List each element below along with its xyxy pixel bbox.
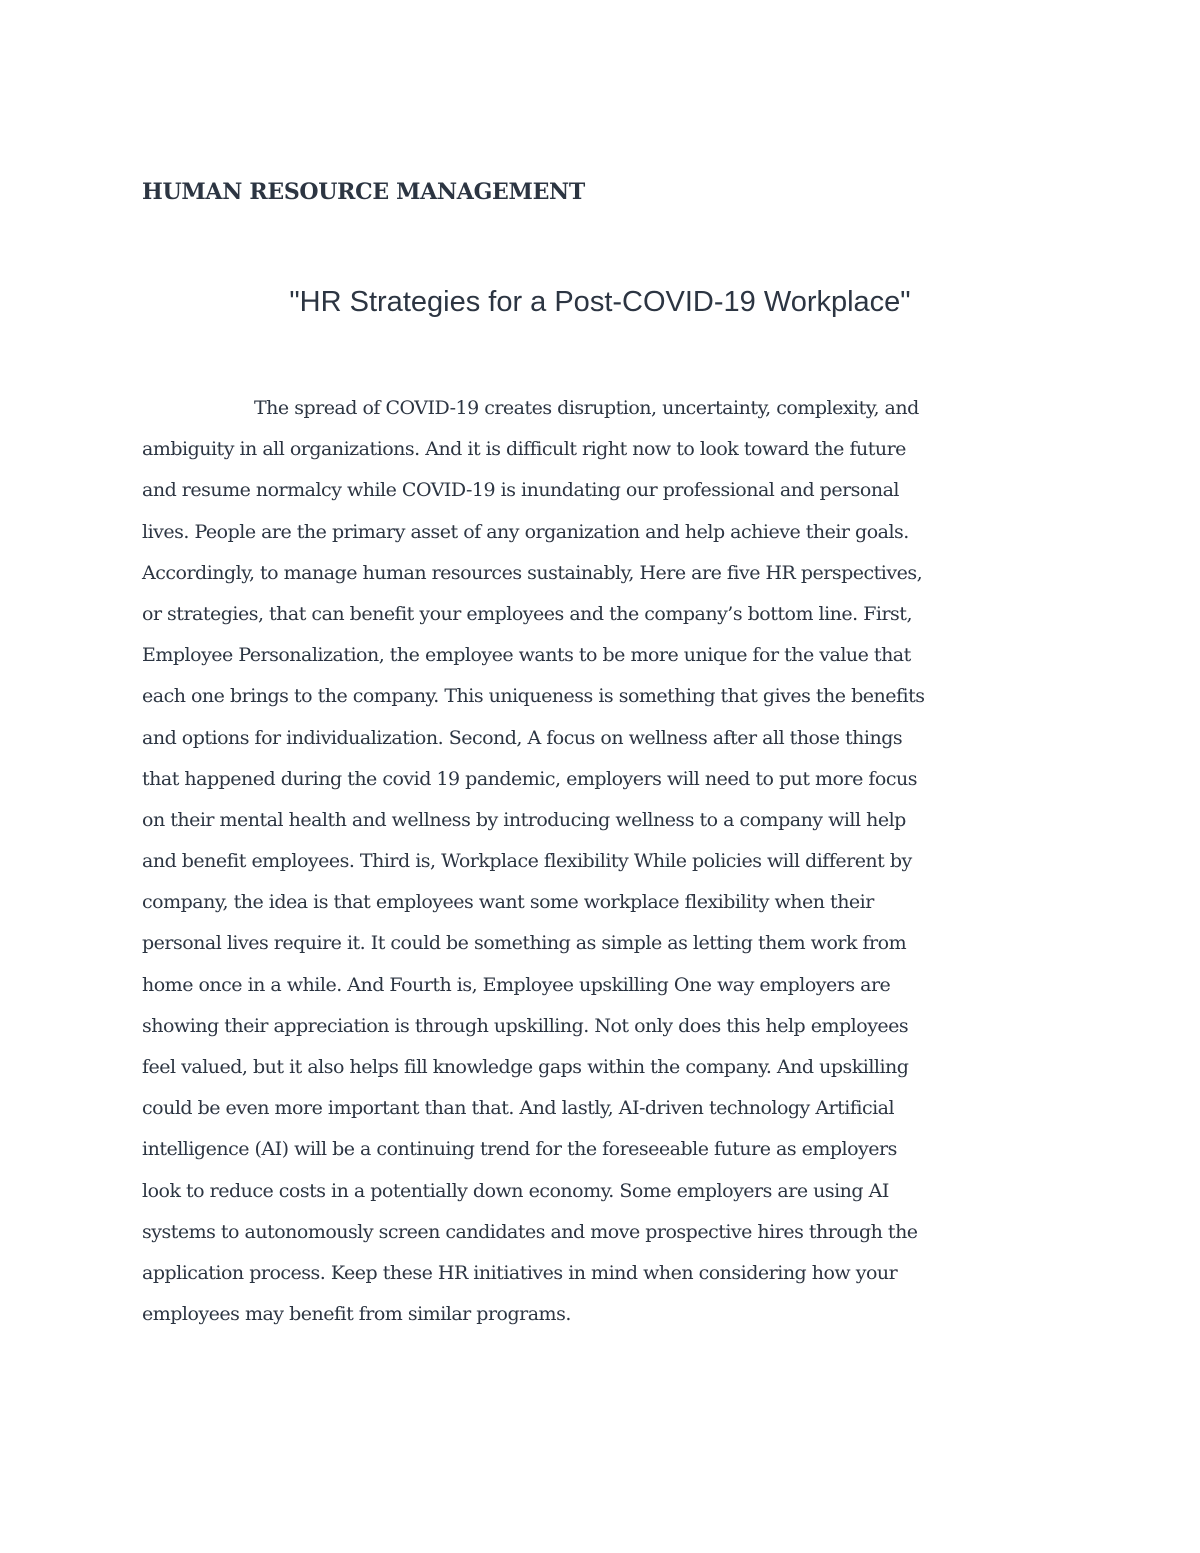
body-line: application process. Keep these HR initiatives in mind when considering how your [142,1261,898,1284]
body-line: and benefit employees. Third is, Workplace flexibility While policies will different by [142,850,912,873]
body-line: Employee Personalization, the employee wants to be more unique for the value that [142,644,911,667]
body-line: The spread of COVID-19 creates disruption, uncertainty, complexity, and [254,397,919,419]
body-line: home once in a while. And Fourth is, Employee upskilling One way employers are [142,973,891,996]
body-line: on their mental health and wellness by introducing wellness to a company will help [142,808,906,831]
body-paragraph [142,388,1048,1335]
body-line: feel valued, but it also helps fill knowledge gaps within the company. And upskilling [142,1056,909,1078]
body-line: employees may benefit from similar programs. [142,1303,571,1326]
body-line: or strategies, that can benefit your employees and the company’s bottom line. First, [142,602,912,625]
course-heading: HUMAN RESOURCE MANAGEMENT [142,179,585,205]
body-line: intelligence (AI) will be a continuing trend for the foreseeable future as employers [142,1138,897,1161]
body-line: look to reduce costs in a potentially down economy. Some employers are using AI [142,1179,889,1202]
body-line: ambiguity in all organizations. And it is difficult right now to look toward the future [142,438,906,461]
body-line: that happened during the covid 19 pandemic, employers will need to put more focus [142,767,917,790]
body-line: each one brings to the company. This uniqueness is something that gives the benefits [142,685,925,708]
essay-title: "HR Strategies for a Post-COVID-19 Workplace" [289,286,911,318]
body-line: and resume normalcy while COVID-19 is inundating our professional and personal [142,479,899,502]
body-line: company, the idea is that employees want some workplace flexibility when their [142,891,874,914]
body-line: lives. People are the primary asset of any organization and help achieve their goals. [142,520,909,543]
body-line: could be even more important than that. And lastly, AI-driven technology Artificial [142,1097,895,1120]
body-line: systems to autonomously screen candidates and move prospective hires through the [142,1220,918,1243]
body-line: Accordingly, to manage human resources sustainably, Here are five HR perspectives, [142,561,923,584]
body-line: showing their appreciation is through upskilling. Not only does this help employees [142,1014,909,1037]
body-line: personal lives require it. It could be something as simple as letting them work from [142,932,907,955]
body-line: and options for individualization. Second, A focus on wellness after all those things [142,726,903,749]
